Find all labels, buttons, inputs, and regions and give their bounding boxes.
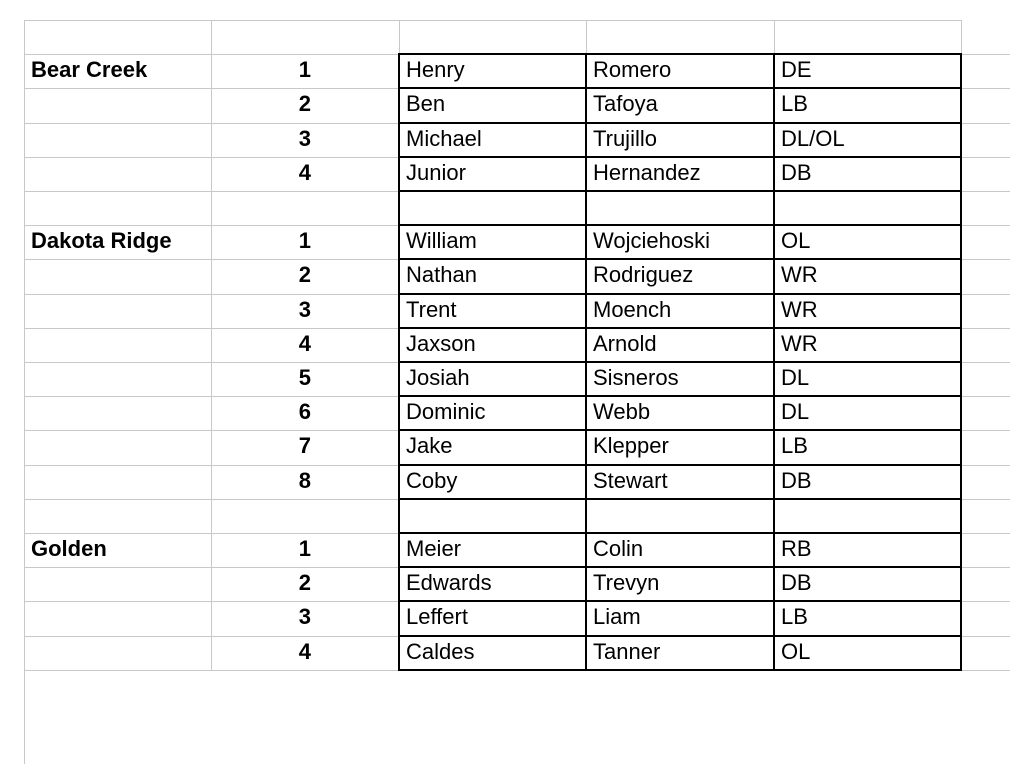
first-name-cell[interactable]: Jake	[406, 433, 453, 458]
first-name-cell[interactable]: Trent	[406, 297, 457, 322]
rank-cell[interactable]: 1	[298, 228, 311, 253]
position-cell[interactable]: WR	[781, 262, 818, 287]
last-name-cell[interactable]: Webb	[593, 399, 651, 424]
position-cell[interactable]: DL	[781, 399, 810, 424]
first-name-cell[interactable]: Junior	[406, 160, 466, 185]
first-name-cell[interactable]: Henry	[406, 57, 465, 82]
position-cell[interactable]: DB	[781, 570, 812, 595]
last-name-cell[interactable]: Liam	[593, 604, 641, 629]
last-name-cell[interactable]: Rodriguez	[593, 262, 694, 287]
position-cell[interactable]: LB	[781, 604, 808, 629]
last-name-cell[interactable]: Stewart	[593, 468, 668, 493]
last-name-cell[interactable]: Arnold	[593, 331, 657, 356]
first-name-cell[interactable]: Dominic	[406, 399, 486, 424]
rank-cell[interactable]: 2	[298, 262, 311, 287]
position-cell[interactable]: DL	[781, 365, 810, 390]
last-name-cell[interactable]: Trevyn	[593, 570, 660, 595]
last-name-cell[interactable]: Romero	[593, 57, 672, 82]
position-cell[interactable]: LB	[781, 91, 808, 116]
last-name-cell[interactable]: Trujillo	[593, 126, 657, 151]
last-name-cell[interactable]: Tanner	[593, 639, 661, 664]
rank-cell[interactable]: 6	[298, 399, 311, 424]
first-name-cell[interactable]: Edwards	[406, 570, 492, 595]
position-cell[interactable]: WR	[781, 297, 818, 322]
position-cell[interactable]: LB	[781, 433, 808, 458]
rank-cell[interactable]: 1	[298, 536, 311, 561]
last-name-cell[interactable]: Tafoya	[593, 91, 658, 116]
gridline-horizontal	[24, 670, 211, 671]
first-name-cell[interactable]: William	[406, 228, 477, 253]
gridline-vertical	[774, 20, 775, 54]
last-name-cell[interactable]: Wojciehoski	[593, 228, 710, 253]
position-cell[interactable]: DL/OL	[781, 126, 845, 151]
position-cell[interactable]: DB	[781, 160, 812, 185]
first-name-cell[interactable]: Michael	[406, 126, 482, 151]
gridline-vertical	[399, 20, 400, 54]
gridline-vertical	[24, 20, 25, 764]
rank-cell[interactable]: 7	[298, 433, 311, 458]
first-name-cell[interactable]: Jaxson	[406, 331, 476, 356]
rank-cell[interactable]: 5	[298, 365, 311, 390]
first-name-cell[interactable]: Ben	[406, 91, 446, 116]
position-cell[interactable]: OL	[781, 228, 811, 253]
position-cell[interactable]: WR	[781, 331, 818, 356]
rank-cell[interactable]: 3	[298, 604, 311, 629]
position-cell[interactable]: DB	[781, 468, 812, 493]
gridline-vertical	[586, 20, 587, 54]
last-name-cell[interactable]: Klepper	[593, 433, 669, 458]
first-name-cell[interactable]: Leffert	[406, 604, 468, 629]
rank-cell[interactable]: 2	[298, 570, 311, 595]
first-name-cell[interactable]: Caldes	[406, 639, 475, 664]
last-name-cell[interactable]: Moench	[593, 297, 672, 322]
rank-cell[interactable]: 2	[298, 91, 311, 116]
first-name-cell[interactable]: Coby	[406, 468, 458, 493]
last-name-cell[interactable]: Sisneros	[593, 365, 679, 390]
rank-cell[interactable]: 8	[298, 468, 311, 493]
position-cell[interactable]: RB	[781, 536, 812, 561]
rank-cell[interactable]: 3	[298, 297, 311, 322]
school-name-cell[interactable]: Dakota Ridge	[31, 228, 172, 253]
rank-cell[interactable]: 4	[298, 331, 311, 356]
last-name-cell[interactable]: Hernandez	[593, 160, 701, 185]
gridline-horizontal	[24, 20, 961, 21]
first-name-cell[interactable]: Josiah	[406, 365, 470, 390]
first-name-cell[interactable]: Meier	[406, 536, 462, 561]
last-name-cell[interactable]: Colin	[593, 536, 644, 561]
rank-cell[interactable]: 1	[298, 57, 311, 82]
school-name-cell[interactable]: Golden	[31, 536, 107, 561]
first-name-cell[interactable]: Nathan	[406, 262, 477, 287]
position-cell[interactable]: OL	[781, 639, 811, 664]
rank-cell[interactable]: 4	[298, 160, 311, 185]
school-name-cell[interactable]: Bear Creek	[31, 57, 148, 82]
rank-cell[interactable]: 4	[298, 639, 311, 664]
rank-cell[interactable]: 3	[298, 126, 311, 151]
position-cell[interactable]: DE	[781, 57, 812, 82]
